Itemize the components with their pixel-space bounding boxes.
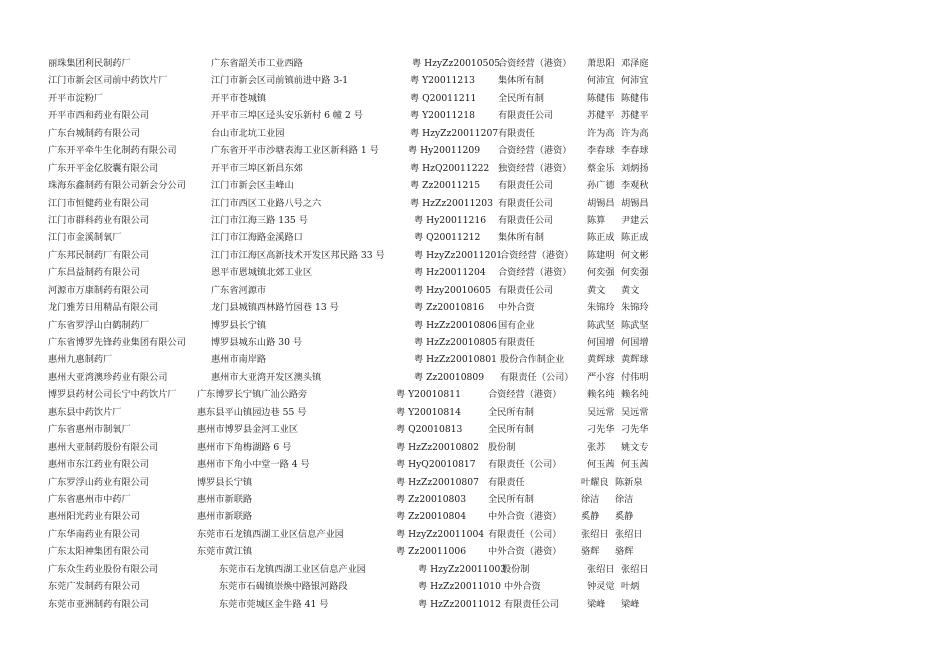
ownership-type-cell: 集体所有制 (498, 232, 544, 244)
table-row (0, 369, 950, 386)
manager-cell: 吴远常 (621, 406, 649, 418)
ownership-type-cell: 合资经营（港资） (498, 58, 572, 69)
license-code-cell: 粤 Zz20010809 (414, 371, 485, 383)
legal-representative-cell: 张绍日 (581, 528, 609, 540)
table-row (0, 55, 950, 72)
company-name-cell: 珠海东鑫制药有限公司新会分公司 (48, 180, 186, 192)
table-row (0, 160, 950, 177)
company-name-cell: 开平市西和药业有限公司 (48, 110, 150, 122)
legal-representative-cell: 奚静 (581, 511, 600, 523)
manager-cell: 李观秋 (621, 180, 649, 192)
table-row (0, 72, 950, 89)
legal-representative-cell: 陈建明 (587, 249, 615, 261)
legal-representative-cell: 胡锡昌 (587, 197, 615, 209)
manager-cell: 奚静 (615, 511, 634, 523)
license-code-cell: 粤 Zz20011006 (396, 546, 467, 558)
manager-cell: 张绍日 (615, 528, 643, 540)
legal-representative-cell: 萧思阳 (587, 58, 615, 69)
company-name-cell: 广东太阳神集团有限公司 (48, 546, 150, 558)
address-cell: 东莞市石碣镇崇焕中路银河路段 (219, 581, 348, 593)
ownership-type-cell: 独资经营（港资） (498, 162, 572, 174)
license-code-cell: 粤 HzZz20011203 (410, 197, 493, 209)
company-name-cell: 惠州市东江药业有限公司 (48, 459, 150, 471)
ownership-type-cell: 股份制 (502, 563, 530, 575)
address-cell: 惠州市下角梅湖路 6 号 (197, 441, 292, 453)
legal-representative-cell: 张绍日 (587, 563, 615, 575)
manager-cell: 许为高 (621, 127, 649, 139)
ownership-type-cell: 全民所有制 (488, 493, 534, 505)
license-code-cell: 粤 Zz20010816 (414, 302, 485, 314)
license-code-cell: 粤 HzZz20011010 (418, 581, 501, 593)
address-cell: 博罗县长宁镇 (211, 319, 267, 331)
address-cell: 惠州市博罗县金河工业区 (197, 424, 299, 436)
table-row (0, 439, 950, 456)
manager-cell: 朱锦玲 (621, 302, 649, 314)
legal-representative-cell: 陈算 (587, 214, 606, 226)
manager-cell: 黄辉球 (621, 354, 649, 366)
address-cell: 东莞市石龙镇西湖工业区信息产业园 (219, 563, 366, 575)
address-cell: 江门市江海区高新技术开发区邦民路 33 号 (211, 249, 385, 261)
manager-cell: 李春球 (621, 145, 649, 157)
table-row (0, 247, 950, 264)
address-cell: 惠州市新联路 (197, 511, 253, 523)
address-cell: 江门市新会区圭峰山 (211, 180, 294, 192)
company-name-cell: 广东省罗浮山白鹤制药厂 (48, 319, 150, 331)
ownership-type-cell: 股份合作制企业 (500, 354, 565, 366)
manager-cell: 何文彬 (621, 249, 649, 261)
address-cell: 江门市江海三路 135 号 (211, 214, 308, 226)
company-name-cell: 东莞广发制药有限公司 (48, 581, 140, 593)
license-code-cell: 粤 HzQ20011222 (410, 162, 490, 174)
manager-cell: 赖名纯 (621, 389, 649, 401)
license-code-cell: 粤 Hy20011216 (414, 214, 487, 226)
ownership-type-cell: 有限责任 (498, 127, 535, 139)
ownership-type-cell: 有限责任 (498, 337, 535, 348)
table-row (0, 456, 950, 473)
legal-representative-cell: 黄文 (587, 284, 606, 296)
ownership-type-cell: 有限责任公司 (498, 180, 554, 192)
company-name-cell: 江门市金溪制氧厂 (48, 232, 122, 244)
table-row (0, 317, 950, 334)
legal-representative-cell: 黄辉球 (587, 354, 615, 366)
legal-representative-cell: 孙广德 (587, 180, 615, 192)
table-row (0, 125, 950, 142)
license-code-cell: 粤 HzZz20010806 (414, 319, 497, 331)
manager-cell: 刘炳扬 (621, 162, 649, 174)
table-row (0, 351, 950, 368)
license-code-cell: 粤 HyQ20010817 (396, 459, 476, 471)
license-code-cell: 粤 Hz20011204 (414, 267, 486, 279)
legal-representative-cell: 刁先华 (587, 424, 615, 436)
ownership-type-cell: 有限责任（公司） (488, 528, 562, 540)
legal-representative-cell: 张苏 (587, 441, 606, 453)
address-cell: 江门市新会区司前镇前进中路 3-1 (211, 75, 349, 87)
manager-cell: 何国增 (621, 337, 649, 348)
address-cell: 惠州市新联路 (197, 493, 253, 505)
address-cell: 东莞市石龙镇西湖工业区信息产业园 (197, 528, 344, 540)
license-code-cell: 粤 Zz20010803 (396, 493, 467, 505)
legal-representative-cell: 严小容 (587, 371, 615, 383)
address-cell: 龙门县城镇西林路竹园巷 13 号 (211, 302, 339, 314)
manager-cell: 邓泽庭 (621, 58, 649, 69)
manager-cell: 苏健平 (621, 110, 649, 122)
legal-representative-cell: 徐洁 (581, 493, 600, 505)
address-cell: 开平市三埠区迳头安乐新村 6 幢 2 号 (211, 110, 363, 122)
license-code-cell: 粤 HzyZz20010505 (412, 58, 501, 69)
company-name-cell: 广东邦民制药厂有限公司 (48, 249, 150, 261)
ownership-type-cell: 全民所有制 (498, 92, 544, 104)
legal-representative-cell: 赖名纯 (587, 389, 615, 401)
ownership-type-cell: 中外合资（港资） (488, 511, 562, 523)
license-code-cell: 粤 HzyZz20011004 (396, 528, 485, 540)
address-cell: 广东博罗长宁镇广汕公路旁 (197, 389, 308, 401)
license-code-cell: 粤 Q20010813 (396, 424, 463, 436)
license-code-cell: 粤 HzZz20010801 (414, 354, 497, 366)
company-name-cell: 博罗县药材公司长宁中药饮片厂 (48, 389, 177, 401)
manager-cell: 尹建云 (621, 214, 649, 226)
legal-representative-cell: 何奕强 (587, 267, 615, 279)
company-name-cell: 广东省惠州市中药厂 (48, 493, 131, 505)
legal-representative-cell: 陈健伟 (587, 92, 615, 104)
address-cell: 东莞市莞城区金牛路 41 号 (219, 598, 329, 610)
table-row (0, 334, 950, 351)
legal-representative-cell: 叶耀良 (581, 476, 609, 488)
license-code-cell: 粤 Q20011212 (414, 232, 481, 244)
ownership-type-cell: 中外合资 (498, 302, 535, 314)
company-name-cell: 广东省博罗先锋药业集团有限公司 (48, 337, 186, 348)
address-cell: 广东省开平市沙塘表海工业区新科路 1 号 (211, 145, 379, 157)
table-row (0, 491, 950, 508)
ownership-type-cell: 有限责任公司 (498, 110, 554, 122)
legal-representative-cell: 钟灵觉 (587, 581, 615, 593)
company-name-cell: 广东众生药业股份有限公司 (48, 563, 159, 575)
address-cell: 广东省韶关市工业西路 (211, 58, 303, 69)
ownership-type-cell: 全民所有制 (488, 424, 534, 436)
company-name-cell: 丽珠集团利民制药厂 (48, 58, 131, 69)
manager-cell: 陈新泉 (615, 476, 643, 488)
company-registry-table (0, 55, 950, 613)
license-code-cell: 粤 Hzy20010605 (414, 284, 491, 296)
legal-representative-cell: 陈武坚 (587, 319, 615, 331)
ownership-type-cell: 合资经营（港资） (500, 249, 574, 261)
address-cell: 开平市三埠区新昌东郊 (211, 162, 303, 174)
ownership-type-cell: 中外合资（港资） (488, 546, 562, 558)
legal-representative-cell: 吴远常 (587, 406, 615, 418)
license-code-cell: 粤 Hy20011209 (408, 145, 481, 157)
manager-cell: 姚文专 (621, 441, 649, 453)
table-row (0, 526, 950, 543)
address-cell: 恩平市恩城镇北郊工业区 (211, 267, 313, 279)
table-row (0, 578, 950, 595)
legal-representative-cell: 苏健平 (587, 110, 615, 122)
table-row (0, 474, 950, 491)
license-code-cell: 粤 Zz20010804 (396, 511, 467, 523)
table-row (0, 107, 950, 124)
ownership-type-cell: 有限责任公司 (498, 197, 554, 209)
ownership-type-cell: 中外合资 (504, 581, 541, 593)
company-name-cell: 广东开平牵牛生化制药有限公司 (48, 145, 177, 157)
manager-cell: 叶炳 (621, 581, 640, 593)
manager-cell: 何奕强 (621, 267, 649, 279)
ownership-type-cell: 合资经营（港资） (498, 145, 572, 157)
license-code-cell: 粤 HzZz20010805 (414, 337, 497, 348)
table-row (0, 264, 950, 281)
company-name-cell: 江门市恒健药业有限公司 (48, 197, 150, 209)
legal-representative-cell: 蔡金乐 (587, 162, 615, 174)
table-row (0, 543, 950, 560)
address-cell: 江门市江海路金溪路口 (211, 232, 303, 244)
company-name-cell: 惠州大亚湾澳珍药业有限公司 (48, 371, 168, 383)
legal-representative-cell: 何玉茜 (587, 459, 615, 471)
table-row (0, 561, 950, 578)
ownership-type-cell: 国有企业 (498, 319, 535, 331)
company-name-cell: 江门市新会区司前中药饮片厂 (48, 75, 168, 87)
company-name-cell: 广东华南药业有限公司 (48, 528, 140, 540)
ownership-type-cell: 股份制 (488, 441, 516, 453)
table-row (0, 229, 950, 246)
address-cell: 博罗县长宁镇 (197, 476, 253, 488)
license-code-cell: 粤 Y20010814 (396, 406, 461, 418)
address-cell: 惠州市南岸路 (211, 354, 267, 366)
manager-cell: 张绍日 (621, 563, 649, 575)
table-row (0, 386, 950, 403)
license-code-cell: 粤 HzyZz20011003 (418, 563, 507, 575)
ownership-type-cell: 有限责任 (488, 476, 525, 488)
ownership-type-cell: 有限责任（公司） (488, 459, 562, 471)
table-row (0, 142, 950, 159)
ownership-type-cell: 合资经营（港资） (498, 267, 572, 279)
ownership-type-cell: 有限责任公司 (498, 214, 554, 226)
company-name-cell: 东莞市亚洲制药有限公司 (48, 598, 150, 610)
license-code-cell: 粤 HzZz20010807 (396, 476, 479, 488)
company-name-cell: 惠州九惠制药厂 (48, 354, 113, 366)
license-code-cell: 粤 HzyZz20011207 (410, 127, 499, 139)
manager-cell: 黄文 (621, 284, 640, 296)
manager-cell: 何沛宜 (621, 75, 649, 87)
license-code-cell: 粤 HzyZz20011201 (414, 249, 503, 261)
license-code-cell: 粤 Zz20011215 (410, 180, 481, 192)
table-row (0, 177, 950, 194)
legal-representative-cell: 何国增 (587, 337, 615, 348)
ownership-type-cell: 全民所有制 (488, 406, 534, 418)
ownership-type-cell: 集体所有制 (498, 75, 544, 87)
manager-cell: 付伟明 (621, 371, 649, 383)
company-name-cell: 开平市淀粉厂 (48, 92, 104, 104)
license-code-cell: 粤 Q20011211 (410, 92, 477, 104)
manager-cell: 徐洁 (615, 493, 634, 505)
table-row (0, 596, 950, 613)
address-cell: 广东省河源市 (211, 284, 267, 296)
address-cell: 开平市苍城镇 (211, 92, 267, 104)
address-cell: 江门市西区工业路八号之六 (211, 197, 322, 209)
company-name-cell: 广东省惠州市制氧厂 (48, 424, 131, 436)
manager-cell: 刁先华 (621, 424, 649, 436)
ownership-type-cell: 有限责任公司 (504, 598, 560, 610)
address-cell: 东莞市黄江镇 (197, 546, 253, 558)
company-name-cell: 广东台城制药有限公司 (48, 127, 140, 139)
table-row (0, 195, 950, 212)
license-code-cell: 粤 Y20011218 (410, 110, 475, 122)
address-cell: 惠州市下角小中堂一路 4 号 (197, 459, 310, 471)
company-name-cell: 河源市万康制药有限公司 (48, 284, 150, 296)
legal-representative-cell: 梁峰 (587, 598, 606, 610)
company-name-cell: 惠州阳光药业有限公司 (48, 511, 140, 523)
ownership-type-cell: 有限责任公司 (498, 284, 554, 296)
address-cell: 台山市北坑工业园 (211, 127, 285, 139)
address-cell: 惠州市大亚湾开发区澳头镇 (211, 371, 322, 383)
company-name-cell: 广东昌益制药有限公司 (48, 267, 140, 279)
table-row (0, 299, 950, 316)
license-code-cell: 粤 Y20011213 (410, 75, 475, 87)
legal-representative-cell: 陈正成 (587, 232, 615, 244)
manager-cell: 梁峰 (621, 598, 640, 610)
company-name-cell: 江门市群科药业有限公司 (48, 214, 150, 226)
license-code-cell: 粤 HzZz20010802 (396, 441, 479, 453)
table-row (0, 404, 950, 421)
legal-representative-cell: 骆辉 (581, 546, 600, 558)
table-row (0, 212, 950, 229)
manager-cell: 骆辉 (615, 546, 634, 558)
company-name-cell: 惠州大亚制药股份有限公司 (48, 441, 159, 453)
legal-representative-cell: 许为高 (587, 127, 615, 139)
license-code-cell: 粤 HzZz20011012 (418, 598, 501, 610)
manager-cell: 陈健伟 (621, 92, 649, 104)
manager-cell: 何玉茜 (621, 459, 649, 471)
table-row (0, 508, 950, 525)
company-name-cell: 广东罗浮山药业有限公司 (48, 476, 150, 488)
table-row (0, 421, 950, 438)
legal-representative-cell: 李春球 (587, 145, 615, 157)
company-name-cell: 广东开平金亿胶囊有限公司 (48, 162, 159, 174)
address-cell: 惠东县平山镇园边巷 55 号 (197, 406, 307, 418)
manager-cell: 胡锡昌 (621, 197, 649, 209)
manager-cell: 陈正成 (621, 232, 649, 244)
table-row (0, 90, 950, 107)
company-name-cell: 龙门雅芳日用精品有限公司 (48, 302, 159, 314)
table-row (0, 282, 950, 299)
legal-representative-cell: 朱锦玲 (587, 302, 615, 314)
address-cell: 博罗县城东山路 30 号 (211, 337, 303, 348)
manager-cell: 陈武坚 (621, 319, 649, 331)
ownership-type-cell: 合资经营（港资） (488, 389, 562, 401)
ownership-type-cell: 有限责任（公司） (500, 371, 574, 383)
company-name-cell: 惠东县中药饮片厂 (48, 406, 122, 418)
license-code-cell: 粤 Y20010811 (396, 389, 461, 401)
legal-representative-cell: 何沛宜 (587, 75, 615, 87)
